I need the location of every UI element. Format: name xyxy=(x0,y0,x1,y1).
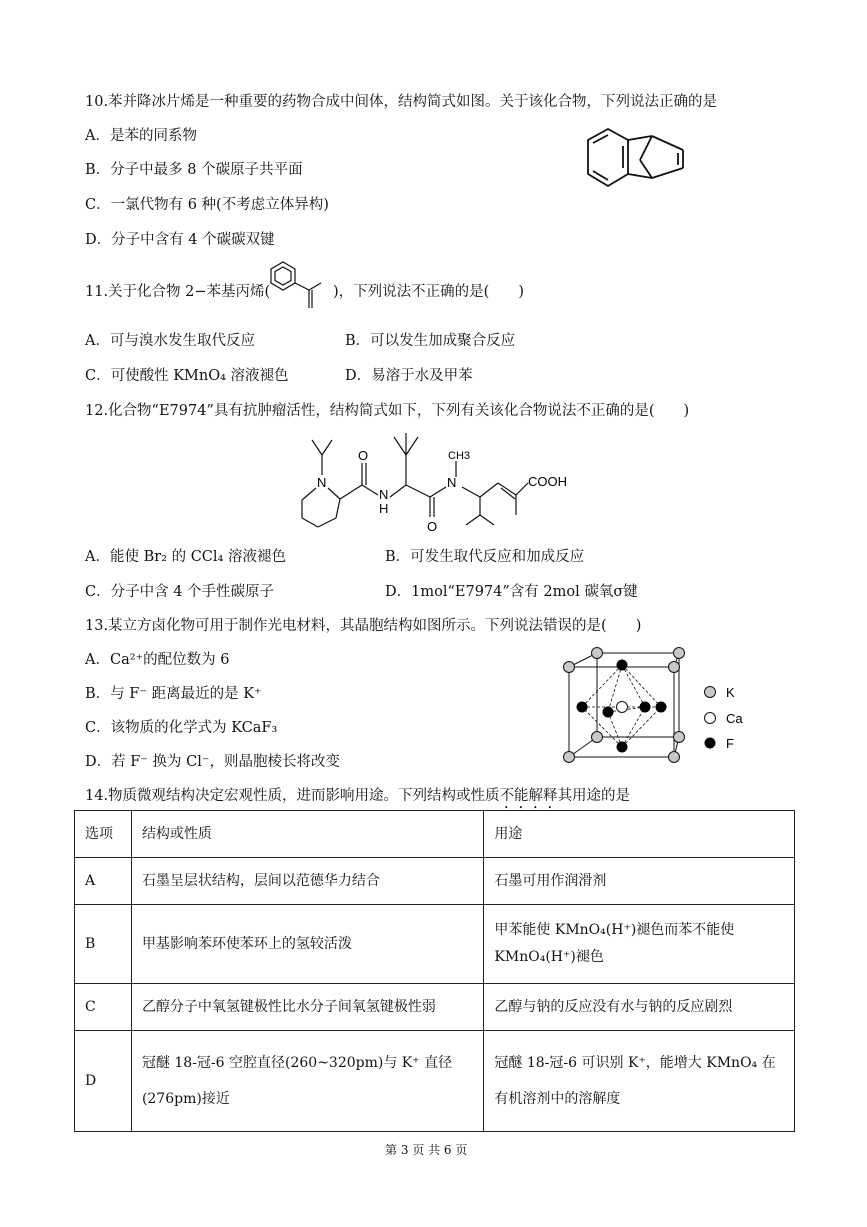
row-a-use: 石墨可用作润滑剂 xyxy=(484,858,795,905)
row-b-structure: 甲基影响苯环使苯环上的氢较活泼 xyxy=(131,905,483,984)
q11-option-a: A．可与溴水发生取代反应 xyxy=(85,333,255,349)
e7974-n1-label: N xyxy=(317,475,327,490)
row-c-use: 乙醇与钠的反应没有水与钠的反应剧烈 xyxy=(484,984,795,1031)
q14-stem-post: 其用途的是 xyxy=(557,788,631,804)
legend-f-swatch xyxy=(705,738,716,749)
row-a-structure: 石墨呈层状结构，层间以范德华力结合 xyxy=(131,858,483,905)
e7974-ch3-label: CH3 xyxy=(448,450,471,462)
q14-stem-emphasis: 不能解释 xyxy=(499,788,558,804)
q12-option-c: C．分子中含 4 个手性碳原子 xyxy=(85,584,275,600)
table-row xyxy=(75,905,795,984)
q10-option-b: B．分子中最多 8 个碳原子共平面 xyxy=(85,162,303,178)
row-a-option: A xyxy=(75,858,132,905)
q12-option-a: A．能使 Br₂ 的 CCl₄ 溶液褪色 xyxy=(85,549,286,565)
phenylpropene-structure xyxy=(265,258,335,316)
page-footer: 第 3 页 共 6 页 xyxy=(385,1143,468,1157)
q10-option-c: C．一氯代物有 6 种(不考虑立体异构) xyxy=(85,197,329,213)
legend-f-label: F xyxy=(726,736,734,751)
e7974-o2-label: O xyxy=(427,519,438,534)
e7974-o1-label: O xyxy=(358,448,369,463)
table-row xyxy=(75,858,795,905)
q13-option-c: C．该物质的化学式为 KCaF₃ xyxy=(85,720,278,736)
legend-ca-swatch xyxy=(705,713,716,724)
q12-option-d: D．1mol“E7974”含有 2mol 碳氧σ键 xyxy=(385,584,638,600)
q11-option-c: C．可使酸性 KMnO₄ 溶液褪色 xyxy=(85,368,289,384)
q10-stem: 10.苯并降冰片烯是一种重要的药物合成中间体，结构简式如图。关于该化合物，下列说法正确的是 xyxy=(85,94,718,110)
q11-stem-pre: 11.关于化合物 2−苯基丙烯( xyxy=(85,284,271,300)
row-b-use: 甲苯能使 KMnO₄(H⁺)褪色而苯不能使 KMnO₄(H⁺)褪色 xyxy=(484,905,795,984)
q14-stem-pre: 14.物质微观结构决定宏观性质，进而影响用途。下列结构或性质 xyxy=(85,788,500,804)
e7974-cooh-label: COOH xyxy=(528,474,567,489)
q11-option-d: D．易溶于水及甲苯 xyxy=(345,368,473,384)
legend-ca-label: Ca xyxy=(726,711,743,726)
q13-option-d: D．若 F⁻ 换为 Cl⁻，则晶胞棱长将改变 xyxy=(85,754,341,770)
table-row xyxy=(75,984,795,1031)
row-c-option: C xyxy=(75,984,132,1031)
q10-option-a: A．是苯的同系物 xyxy=(85,128,197,144)
crystal-cell-diagram xyxy=(560,645,760,765)
table-header-option: 选项 xyxy=(75,811,132,858)
q11-option-b: B．可以发生加成聚合反应 xyxy=(345,333,516,349)
e7974-nh-label: N xyxy=(379,487,389,502)
e7974-n2-label: N xyxy=(447,475,457,490)
table-row xyxy=(75,1031,795,1132)
row-c-structure: 乙醇分子中氧氢键极性比水分子间氧氢键极性弱 xyxy=(131,984,483,1031)
q12-option-b: B．可发生取代反应和加成反应 xyxy=(385,549,585,565)
q12-stem: 12.化合物“E7974”具有抗肿瘤活性，结构简式如下，下列有关该化合物说法不正确的是( ) xyxy=(85,403,690,419)
row-d-option: D xyxy=(75,1031,132,1132)
e7974-structure xyxy=(290,425,580,540)
q13-option-b: B．与 F⁻ 距离最近的是 K⁺ xyxy=(85,686,262,702)
row-d-structure: 冠醚 18-冠-6 空腔直径(260~320pm)与 K⁺ 直径(276pm)接近 xyxy=(131,1031,483,1132)
q13-option-a: A．Ca²⁺的配位数为 6 xyxy=(85,652,230,668)
benzonorbornadiene-structure xyxy=(580,128,710,198)
table-header-use: 用途 xyxy=(484,811,795,858)
table-header-structure: 结构或性质 xyxy=(131,811,483,858)
q10-option-d: D．分子中含有 4 个碳碳双键 xyxy=(85,232,275,248)
row-b-option: B xyxy=(75,905,132,984)
row-d-use: 冠醚 18-冠-6 可识别 K⁺，能增大 KMnO₄ 在有机溶剂中的溶解度 xyxy=(484,1031,795,1132)
q14-table xyxy=(74,810,795,1132)
table-header-row xyxy=(75,811,795,858)
q13-stem: 13.某立方卤化物可用于制作光电材料，其晶胞结构如图所示。下列说法错误的是( ) xyxy=(85,618,642,634)
q11-stem-post: )，下列说法不正确的是( ) xyxy=(333,284,524,300)
legend-k-label: K xyxy=(726,685,735,700)
e7974-h-label: H xyxy=(379,501,389,516)
legend-k-swatch xyxy=(705,687,716,698)
q14-stem xyxy=(85,784,630,812)
